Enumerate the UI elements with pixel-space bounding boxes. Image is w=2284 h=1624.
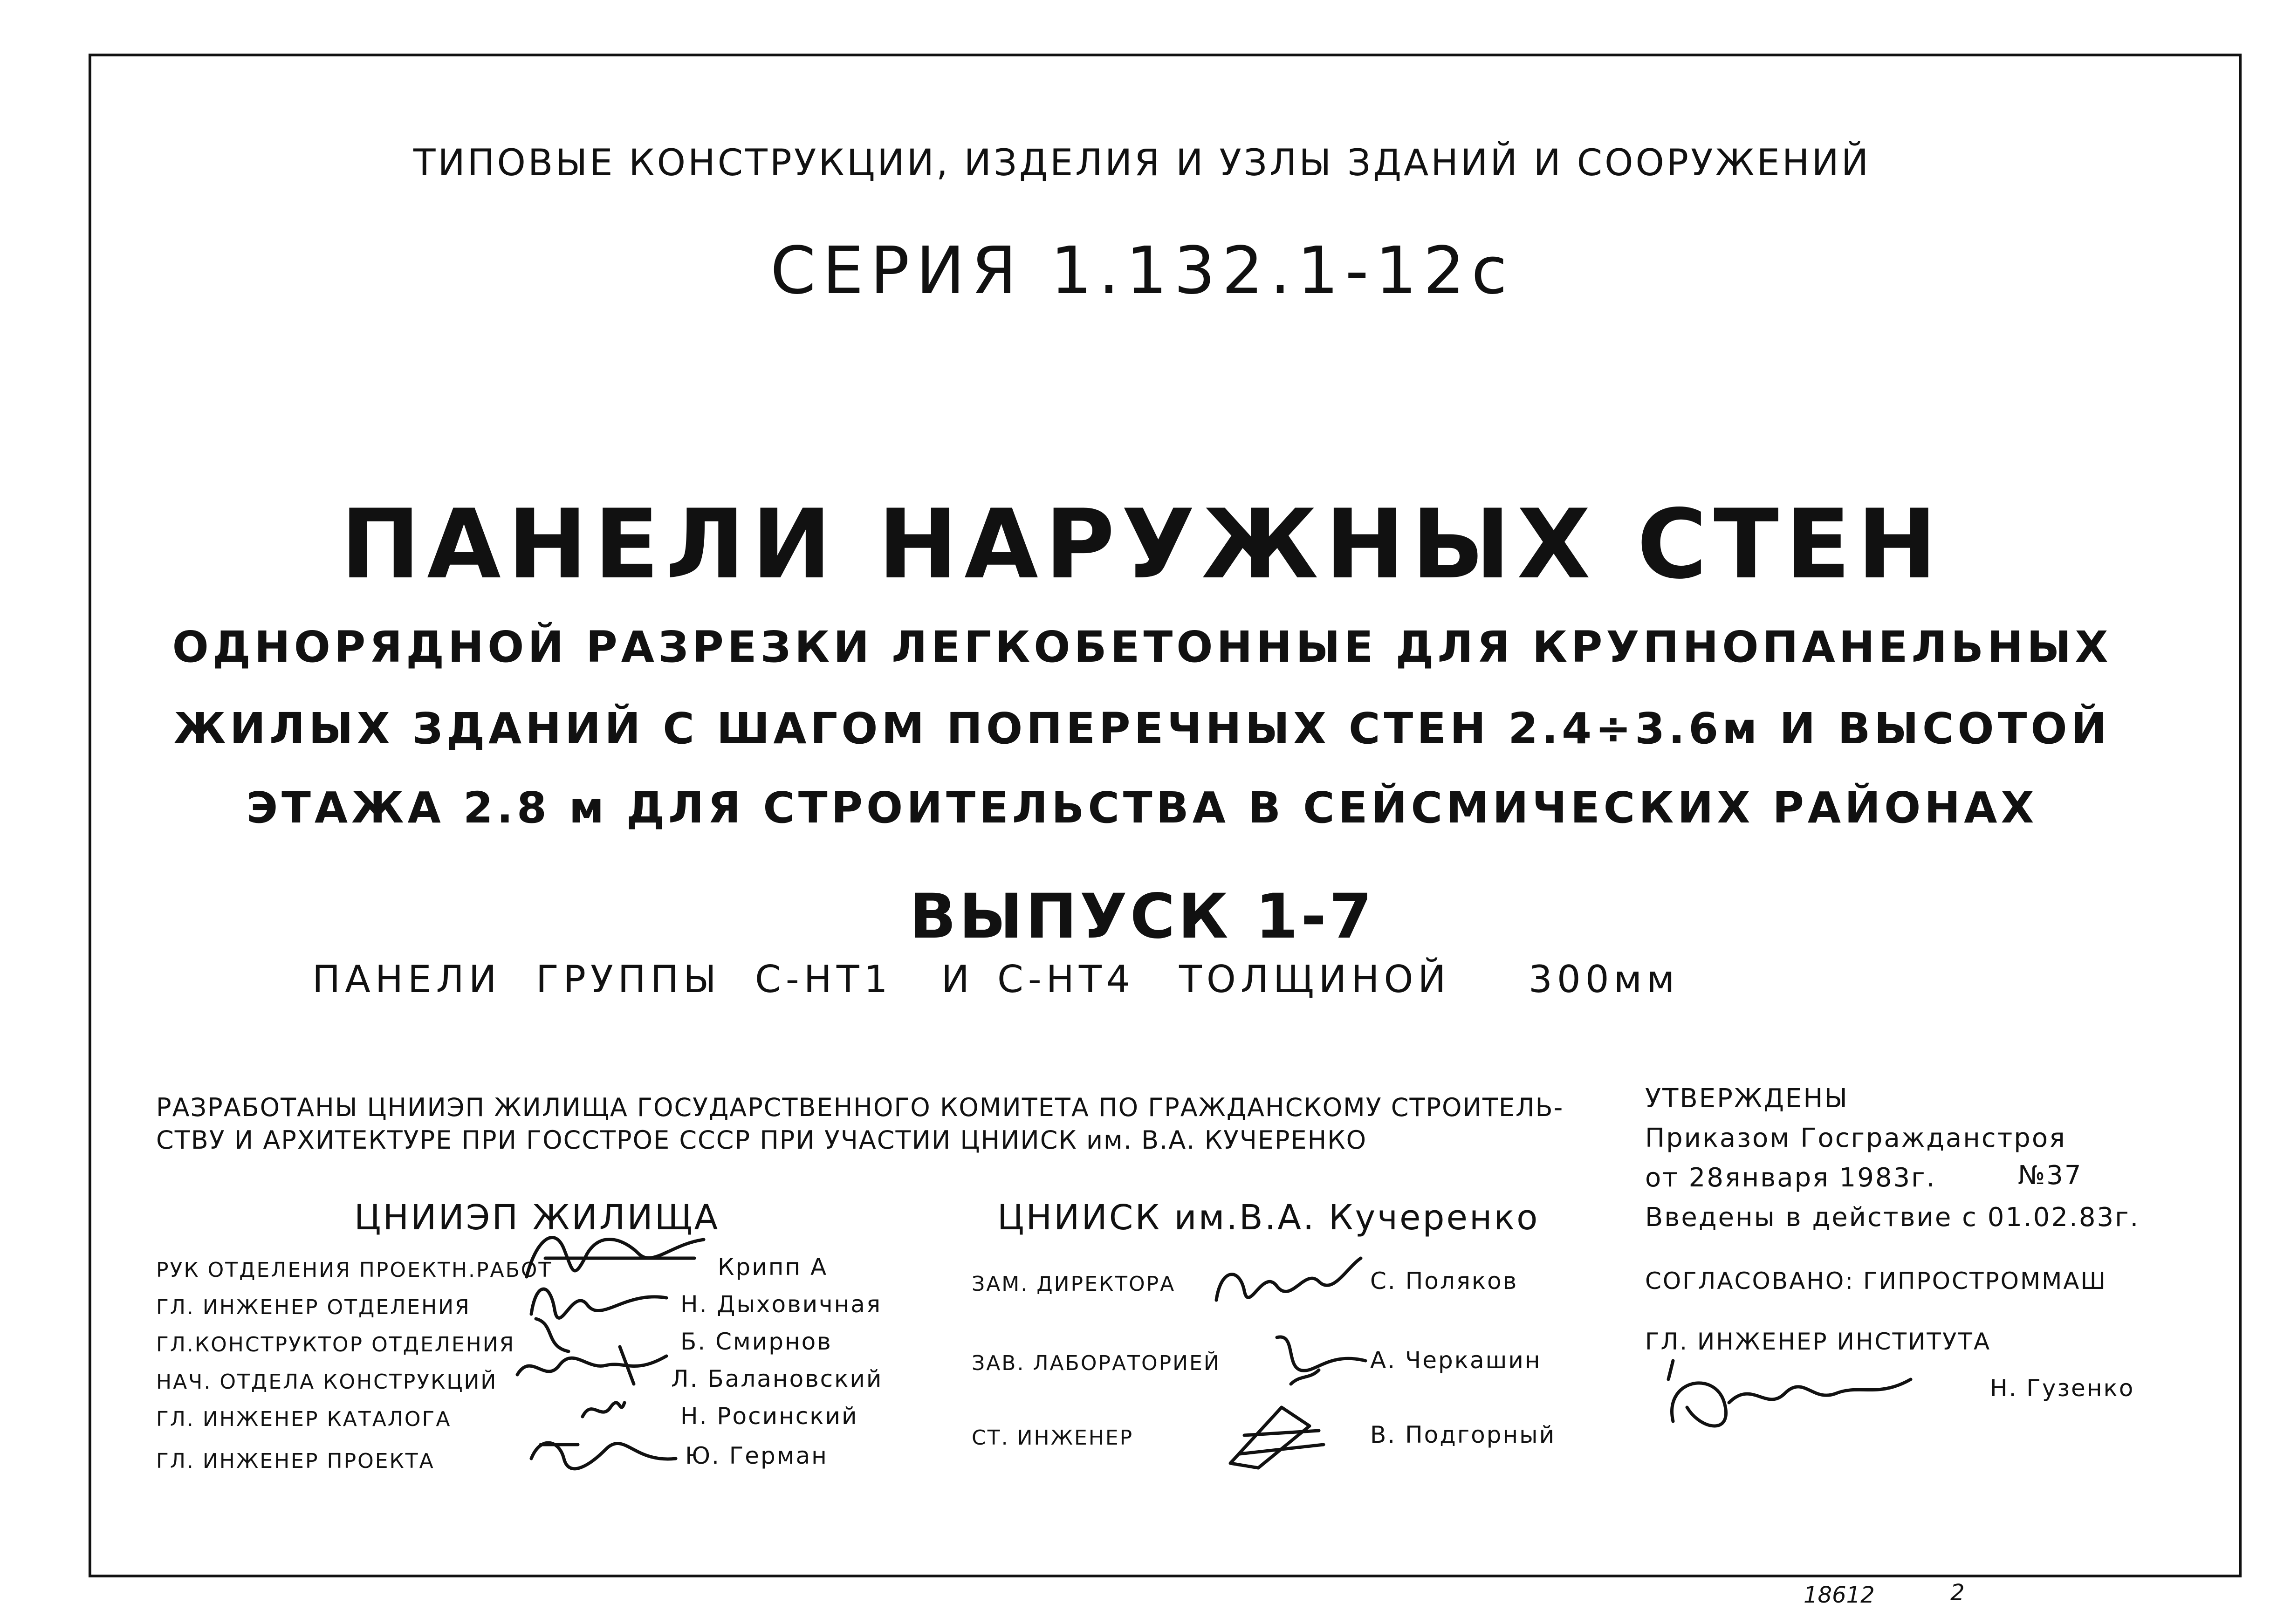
org-mid-name-2: А. Черкашин — [1370, 1347, 1542, 1374]
chief-engineer-role: ГЛ. ИНЖЕНЕР ИНСТИТУТА — [1645, 1328, 1991, 1355]
document-number: 18612 — [1804, 1582, 1875, 1608]
org-mid-role-1: ЗАМ. ДИРЕКТОРА — [972, 1272, 1176, 1296]
org-left-role-5: ГЛ. ИНЖЕНЕР КАТАЛОГА — [156, 1407, 452, 1431]
org-left-role-1: РУК ОТДЕЛЕНИЯ ПРОЕКТН.РАБОТ — [156, 1258, 553, 1282]
org-mid-name: ЦНИИСК им.В.А. Кучеренко — [997, 1198, 1540, 1238]
subtitle-line-3: ЭТАЖА 2.8 м ДЛЯ СТРОИТЕЛЬСТВА В СЕЙСМИЧЕСКИХ РАЙОНАХ — [246, 783, 2038, 833]
effective-date: Введены в действие с 01.02.83г. — [1645, 1202, 2140, 1233]
developers-line-1: РАЗРАБОТАНЫ ЦНИИЭП ЖИЛИЩА ГОСУДАРСТВЕННОГО КОМИТЕТА ПО ГРАЖДАНСКОМУ СТРОИТЕЛЬ- — [156, 1093, 1564, 1122]
org-mid-name-1: С. Поляков — [1370, 1268, 1518, 1295]
approval-number: №37 — [2018, 1160, 2083, 1191]
panels-word-2: ГРУППЫ — [536, 958, 721, 1001]
org-left-name-4: Л. Балановский — [671, 1365, 883, 1392]
panels-word-7: 300мм — [1529, 958, 1680, 1001]
signature-balanovsky — [513, 1342, 671, 1393]
panels-word-3: С-НТ1 — [755, 958, 892, 1001]
org-left-name-5: Н. Росинский — [680, 1403, 858, 1430]
standard-series-heading: ТИПОВЫЕ КОНСТРУКЦИИ, ИЗДЕЛИЯ И УЗЛЫ ЗДАНИЙ И СООРУЖЕНИЙ — [413, 142, 1871, 184]
org-left-role-3: ГЛ.КОНСТРУКТОР ОТДЕЛЕНИЯ — [156, 1333, 515, 1357]
org-left-role-4: НАЧ. ОТДЕЛА КОНСТРУКЦИЙ — [156, 1370, 498, 1394]
org-left-name-2: Н. Дыховичная — [680, 1291, 882, 1318]
panels-word-1: ПАНЕЛИ — [312, 958, 501, 1001]
signature-german — [522, 1426, 680, 1477]
developers-line-2: СТВУ И АРХИТЕКТУРЕ ПРИ ГОССТРОЕ СССР ПРИ УЧАСТИИ ЦНИИСК им. В.А. КУЧЕРЕНКО — [156, 1125, 1367, 1155]
agreed-with: СОГЛАСОВАНО: ГИПРОСТРОММАШ — [1645, 1268, 2107, 1295]
org-left-name: ЦНИИЭП ЖИЛИЩА — [354, 1198, 720, 1238]
signature-rosinsky — [578, 1393, 629, 1431]
approved-label: УТВЕРЖДЕНЫ — [1645, 1083, 1849, 1114]
chief-engineer-name: Н. Гузенко — [1990, 1375, 2135, 1402]
signature-podgorny — [1216, 1398, 1337, 1477]
approval-order: Приказом Госгражданстроя — [1645, 1123, 2066, 1153]
issue-number: ВЫПУСК 1-7 — [909, 881, 1375, 952]
document-title: ПАНЕЛИ НАРУЖНЫХ СТЕН — [340, 489, 1944, 600]
org-left-role-6: ГЛ. ИНЖЕНЕР ПРОЕКТА — [156, 1449, 435, 1473]
org-left-role-2: ГЛ. ИНЖЕНЕР ОТДЕЛЕНИЯ — [156, 1295, 471, 1319]
org-mid-name-3: В. Подгорный — [1370, 1421, 1556, 1448]
signature-polyakov — [1207, 1249, 1365, 1314]
approval-date: от 28января 1983г. — [1645, 1163, 1936, 1193]
page-number: 2 — [1950, 1580, 1965, 1606]
signature-cherkashin — [1258, 1323, 1379, 1398]
subtitle-line-2: ЖИЛЫХ ЗДАНИЙ С ШАГОМ ПОПЕРЕЧНЫХ СТЕН 2.4÷3.6м И ВЫСОТОЙ — [173, 704, 2111, 754]
panels-word-5: С-НТ4 — [997, 958, 1135, 1001]
subtitle-line-1: ОДНОРЯДНОЙ РАЗРЕЗКИ ЛЕГКОБЕТОННЫЕ ДЛЯ КРУПНОПАНЕЛЬНЫХ — [172, 622, 2112, 672]
org-left-name-1: Крипп А — [718, 1254, 828, 1281]
org-mid-role-2: ЗАВ. ЛАБОРАТОРИЕЙ — [972, 1351, 1221, 1375]
signature-guzenko — [1659, 1351, 1920, 1445]
series-number: СЕРИЯ 1.132.1-12с — [770, 233, 1514, 309]
org-left-name-3: Б. Смирнов — [680, 1328, 832, 1355]
org-mid-role-3: СТ. ИНЖЕНЕР — [972, 1426, 1134, 1450]
panels-word-6: ТОЛЩИНОЙ — [1179, 958, 1451, 1001]
panels-word-4: И — [941, 958, 974, 1001]
org-left-name-6: Ю. Герман — [685, 1442, 828, 1469]
